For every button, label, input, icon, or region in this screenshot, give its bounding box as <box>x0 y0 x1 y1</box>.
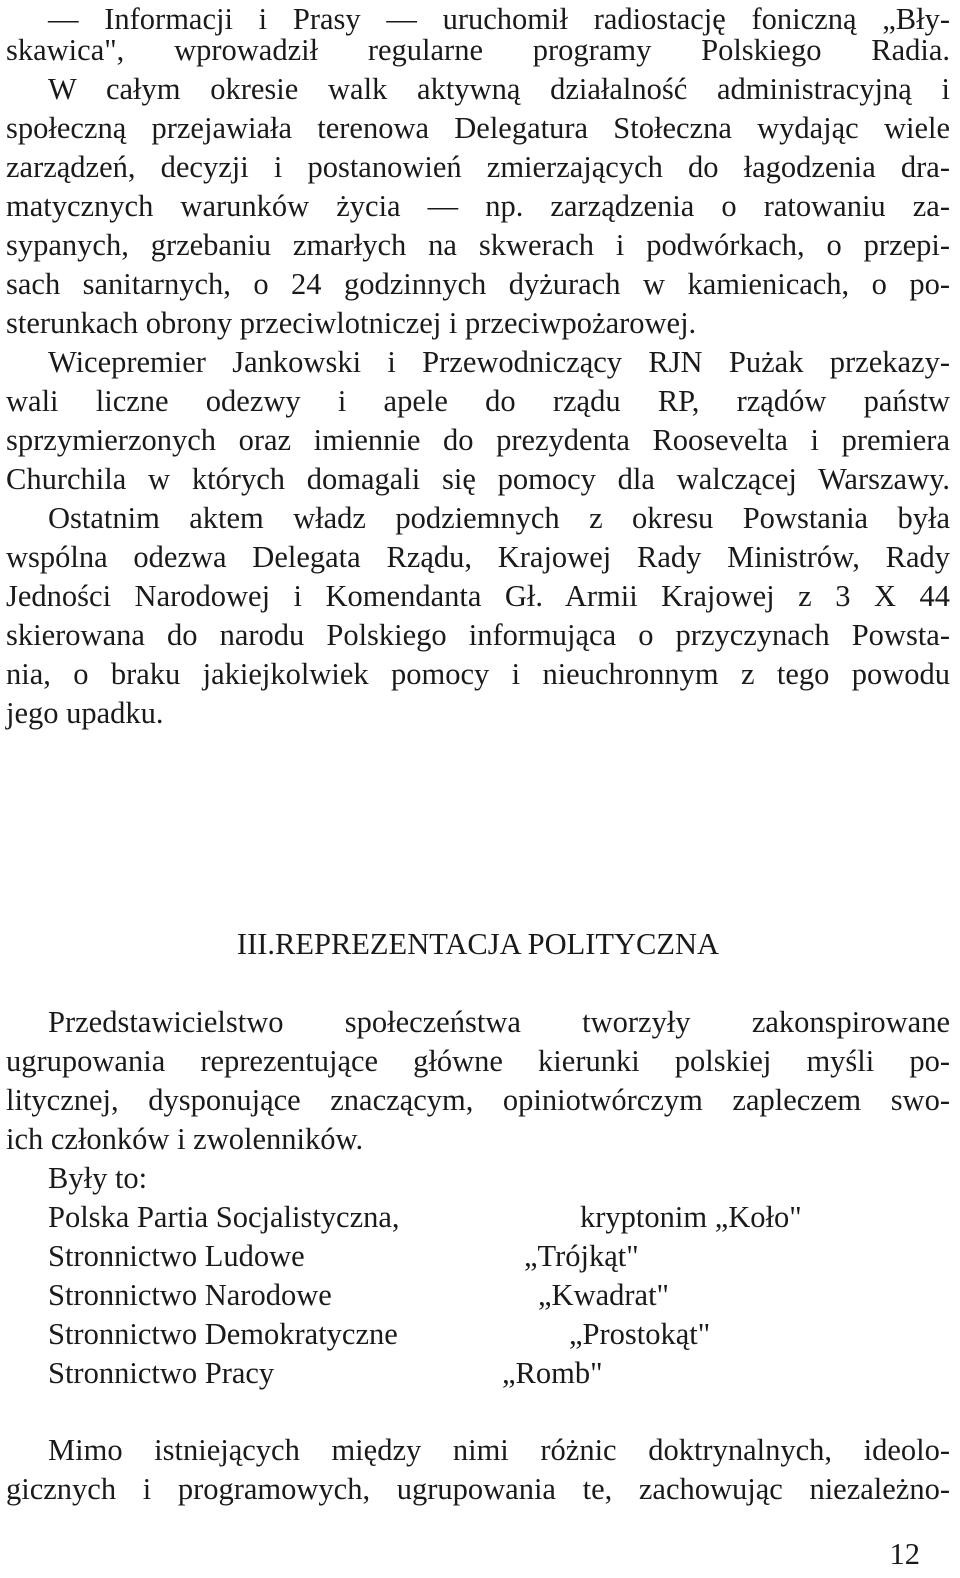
body-line: Churchila w których domagali się pomocy dla walczącej Warszawy. <box>6 462 950 496</box>
closing-line: Mimo istniejących między nimi różnic doktrynalnych, ideolo- <box>48 1433 950 1467</box>
party-code: „Prostokąt" <box>569 1317 711 1351</box>
body-line: wspólna odezwa Delegata Rządu, Krajowej Rady Ministrów, Rady <box>6 540 950 574</box>
section-heading-text: III.REPREZENTACJA POLITYCZNA <box>236 927 720 961</box>
section-line: ugrupowania reprezentujące główne kierunki polskiej myśli po- <box>6 1044 950 1078</box>
body-line: skawica", wprowadził regularne programy Polskiego Radia. <box>6 33 950 67</box>
body-line: jego upadku. <box>6 696 164 730</box>
party-name: Stronnictwo Narodowe <box>48 1278 332 1312</box>
section-heading <box>6 925 950 964</box>
body-line: społeczną przejawiała terenowa Delegatura Stołeczna wydając wiele <box>6 111 950 145</box>
section-line: ich członków i zwolenników. <box>6 1122 364 1156</box>
body-line: matycznych warunków życia — np. zarządzenia o ratowaniu za- <box>6 189 950 223</box>
section-line: litycznej, dysponujące znaczącym, opiniotwórczym zapleczem swo- <box>6 1083 950 1117</box>
section-line: Były to: <box>48 1161 148 1195</box>
party-name: Stronnictwo Demokratyczne <box>48 1317 398 1351</box>
body-line: skierowana do narodu Polskiego informująca o przyczynach Powsta- <box>6 618 950 652</box>
closing-line: gicznych i programowych, ugrupowania te, zachowując niezależno- <box>6 1472 950 1506</box>
party-code: kryptonim „Koło" <box>580 1200 802 1234</box>
section-line: Przedstawicielstwo społeczeństwa tworzyły zakonspirowane <box>48 1005 950 1039</box>
body-line: — Informacji i Prasy — uruchomił radiostację foniczną „Bły- <box>48 2 950 36</box>
party-name: Stronnictwo Ludowe <box>48 1239 305 1273</box>
body-line: W całym okresie walk aktywną działalność administracyjną i <box>48 72 950 106</box>
body-line: sypanych, grzebaniu zmarłych na skwerach i podwórkach, o przepi- <box>6 228 950 262</box>
body-line: zarządzeń, decyzji i postanowień zmierzających do łagodzenia dra- <box>6 150 950 184</box>
party-code: „Kwadrat" <box>538 1278 669 1312</box>
body-line: nia, o braku jakiejkolwiek pomocy i nieuchronnym z tego powodu <box>6 657 950 691</box>
party-code: „Romb" <box>502 1356 603 1390</box>
party-code: „Trójkąt" <box>524 1239 639 1273</box>
body-line: sach sanitarnych, o 24 godzinnych dyżurach w kamienicach, o po- <box>6 267 950 301</box>
body-line: sterunkach obrony przeciwlotniczej i przeciwpożarowej. <box>6 306 697 340</box>
body-line: Jedności Narodowej i Komendanta Gł. Armii Krajowej z 3 X 44 <box>6 579 950 613</box>
page-number: 12 <box>889 1537 920 1571</box>
party-name: Polska Partia Socjalistyczna, <box>48 1200 400 1234</box>
body-line: Wicepremier Jankowski i Przewodniczący RJN Pużak przekazy- <box>48 345 950 379</box>
party-name: Stronnictwo Pracy <box>48 1356 275 1390</box>
body-line: Ostatnim aktem władz podziemnych z okresu Powstania była <box>48 501 950 535</box>
body-line: wali liczne odezwy i apele do rządu RP, rządów państw <box>6 384 950 418</box>
body-line: sprzymierzonych oraz imiennie do prezydenta Roosevelta i premiera <box>6 423 950 457</box>
